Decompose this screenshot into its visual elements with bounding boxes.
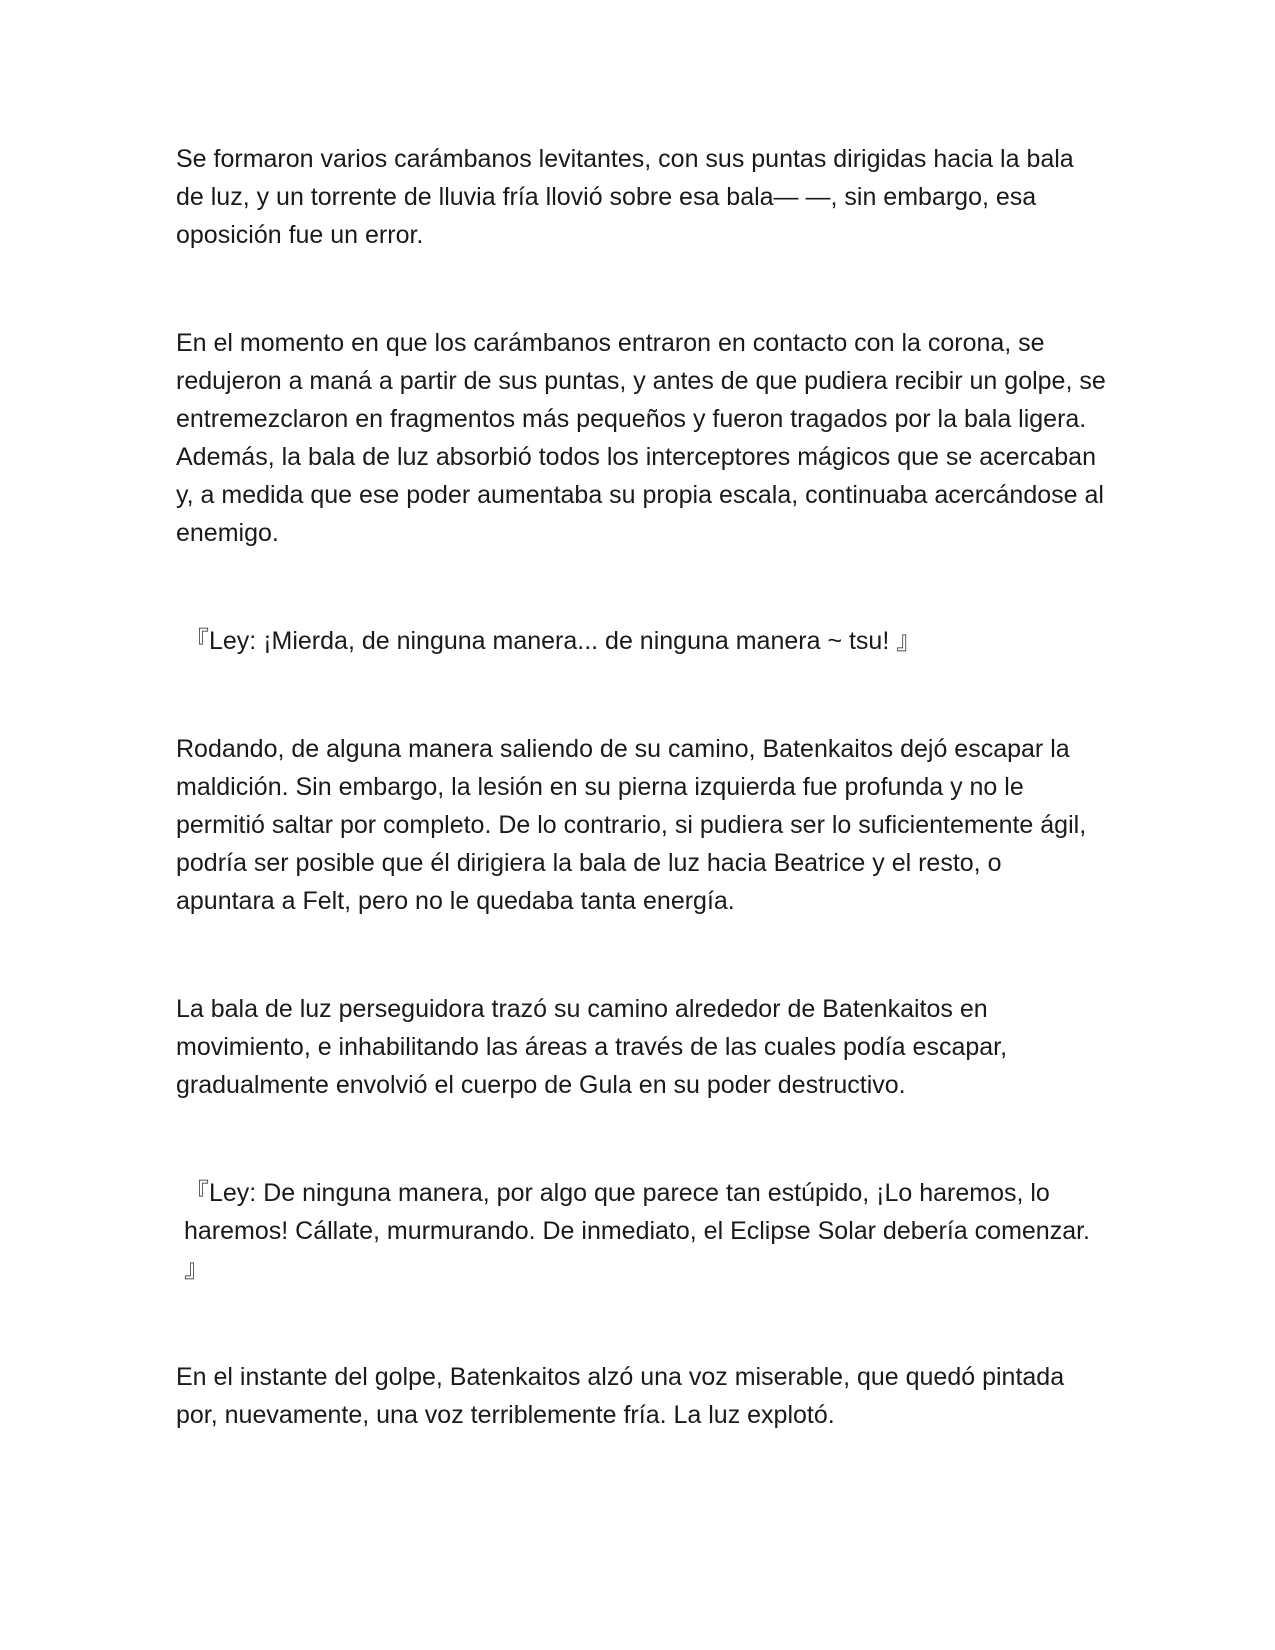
paragraph-batenkaitos-rolling: Rodando, de alguna manera saliendo de su camino, Batenkaitos dejó escapar la maldición. Sin embargo, la lesión en su pierna izquierda fue profunda y no le permitió saltar por completo. De lo contrario, si pudiera ser lo suficientemente ágil, podría ser posible que él dirigiera la bala de luz hacia Beatrice y el resto, o apuntara a Felt, pero no le quedaba tanta energía. [176,735,1087,915]
paragraph-explosion: En el instante del golpe, Batenkaitos alzó una voz miserable, que quedó pintada por, nuevamente, una voz terriblemente fría. La luz explotó. [176,1363,1065,1429]
paragraph-icicles: Se formaron varios carámbanos levitantes, con sus puntas dirigidas hacia la bala de luz, y un torrente de lluvia fría llovió sobre esa bala— —, sin embargo, esa oposición fue un error. [176,145,1074,249]
paragraph-light-bullet-chase: La bala de luz perseguidora trazó su camino alrededor de Batenkaitos en movimiento, e inhabilitando las áreas a través de las cuales podía escapar, gradualmente envolvió el cuerpo de Gula en su poder destructivo. [176,995,1008,1099]
document-body [176,140,1106,1434]
dialogue-ley-2: 『Ley: De ninguna manera, por algo que parece tan estúpido, ¡Lo haremos, lo haremos! Cállate, murmurando. De inmediato, el Eclipse Solar debería comenzar. 』 [184,1179,1090,1283]
paragraph-corona-contact: En el momento en que los carámbanos entraron en contacto con la corona, se redujeron a maná a partir de sus puntas, y antes de que pudiera recibir un golpe, se entremezclaron en fragmentos más pequeños y fueron tragados por la bala ligera. Además, la bala de luz absorbió todos los interceptores mágicos que se acercaban y, a medida que ese poder aumentaba su propia escala, continuaba acercándose al enemigo. [176,329,1106,547]
dialogue-ley-1: 『Ley: ¡Mierda, de ninguna manera... de ninguna manera ~ tsu! 』 [184,627,922,655]
